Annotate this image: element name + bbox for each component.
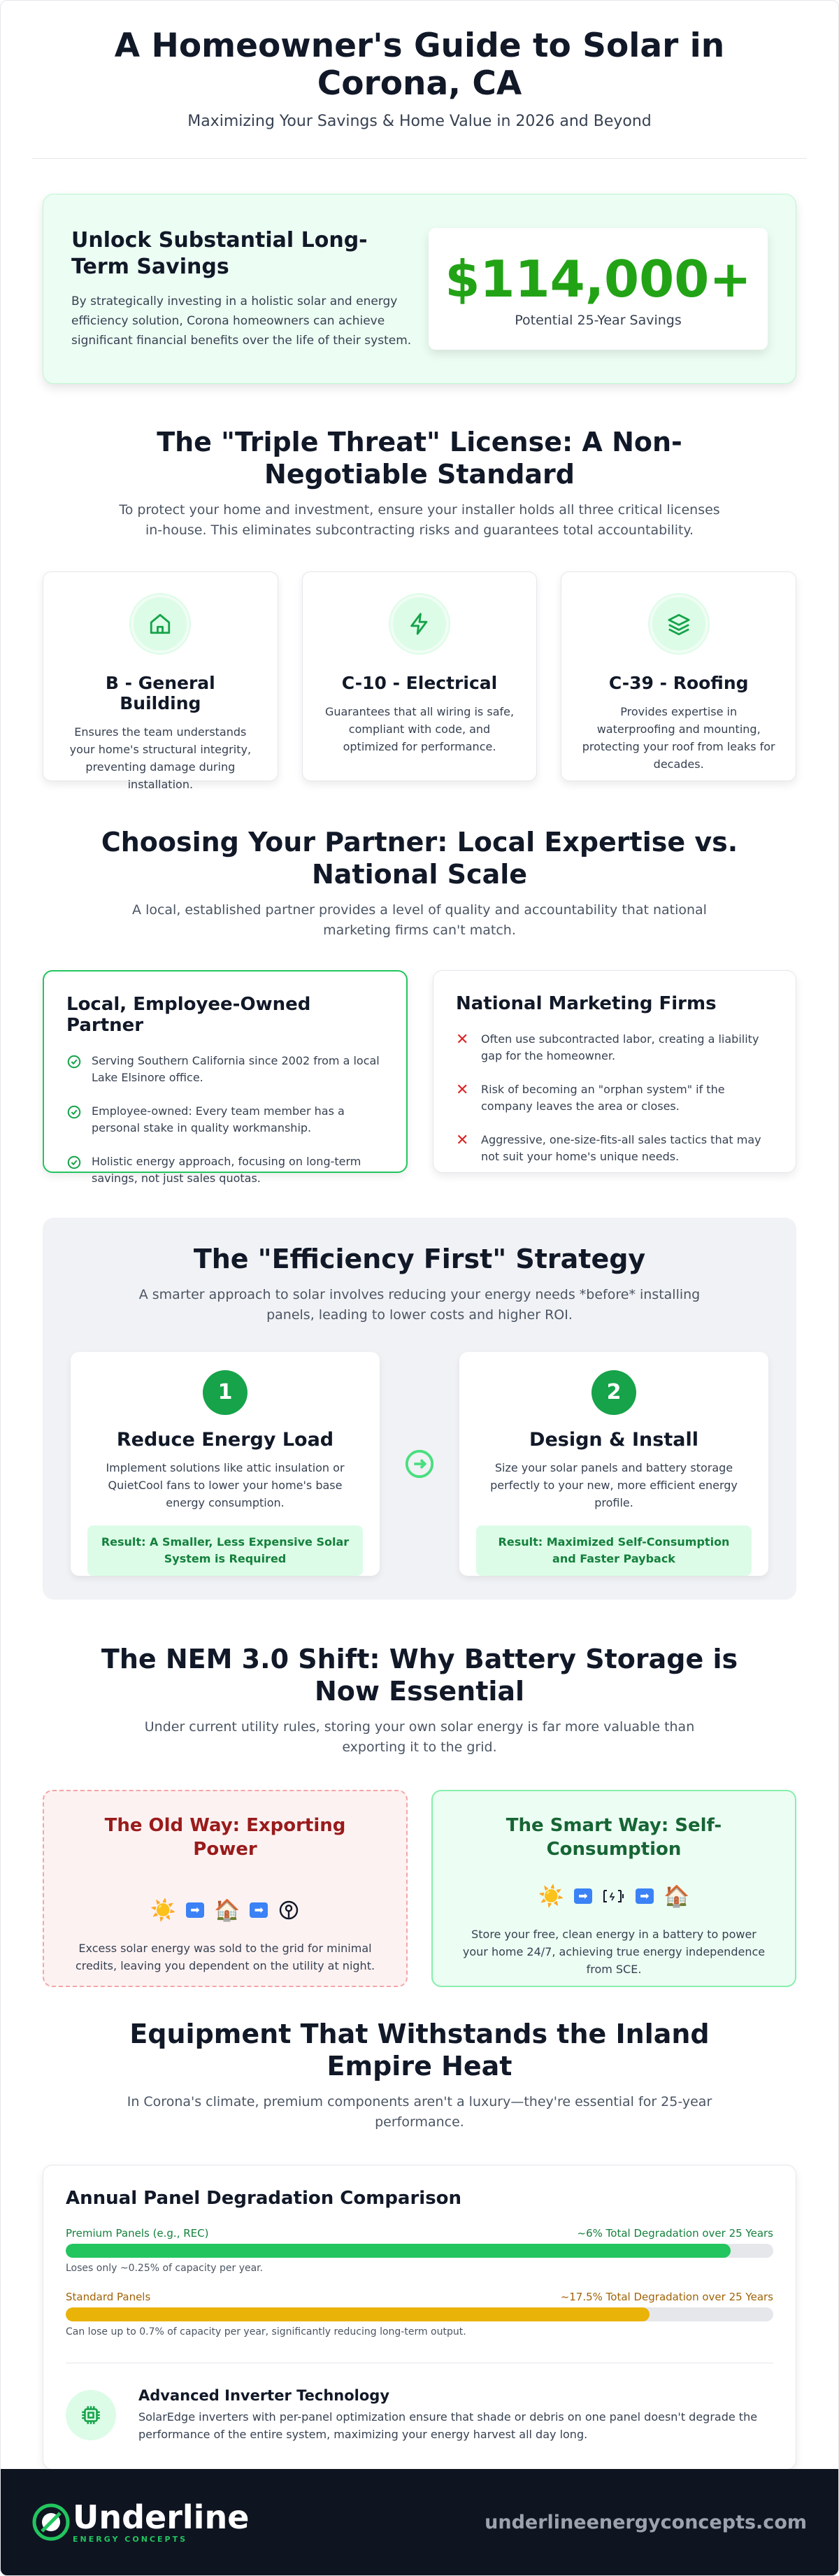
battery-icon [602,1888,626,1904]
house-icon [131,595,189,653]
national-firms-heading: National Marketing Firms [456,993,717,1014]
logo-tagline: ENERGY CONCEPTS [73,2534,187,2544]
step-card-design-install [459,1352,768,1576]
grid-pylon-icon [278,1899,300,1921]
lightning-icon [390,595,449,653]
list-item: Serving Southern California since 2002 from a local Lake Elsinore office. [66,1053,384,1086]
degradation-card [43,2165,796,2470]
license-card-general-building [43,571,278,791]
step-number: 1 [203,1370,248,1415]
local-partner-card [43,970,408,1185]
list-item: Holistic energy approach, focusing on long-term savings, not just sales quotas. [66,1153,384,1187]
old-way-body: Excess solar energy was sold to the grid for minimal credits, leaving you dependent on the utility at night. [75,1942,375,1972]
standard-bar-label: Standard Panels [66,2291,151,2303]
smart-way-heading: The Smart Way: Self-Consumption [505,1815,722,1860]
national-firms-card [433,970,796,1173]
page-title: A Homeowner's Guide to Solar in Corona, CA [114,27,725,103]
step-body: Size your solar panels and battery storage perfectly to your new, more efficient energy profile. [490,1461,738,1509]
partner-title: Choosing Your Partner: Local Expertise vs. National Scale [101,827,738,890]
footer-url-link[interactable]: underlineenergyconcepts.com [485,2511,807,2533]
license-card-title: C-39 - Roofing [608,673,749,693]
logo-mark-icon [32,2503,70,2541]
nem-title: The NEM 3.0 Shift: Why Battery Storage is Now Essential [101,1644,738,1707]
license-card-electrical [302,571,538,781]
license-card-body: Ensures the team understands your home's structural integrity, preventing damage during installation. [69,725,252,791]
license-card-roofing [561,571,796,781]
inverter-feature [66,2387,773,2443]
sun-icon: ☀️ [150,1898,176,1923]
license-title: The "Triple Threat" License: A Non-Negotiable Standard [157,427,682,490]
arrow-right-icon: ➡ [574,1888,592,1904]
step-result: Result: A Smaller, Less Expensive Solar System is Required [87,1525,363,1576]
nem-section [43,1643,796,1987]
chip-icon [66,2390,116,2440]
license-intro: To protect your home and investment, ensure your installer holds all three critical licenses in-house. This eliminates subcontracting risks and guarantees total accountability. [119,502,720,538]
savings-value-caption: Potential 25-Year Savings [515,313,682,328]
step-title: Reduce Energy Load [116,1429,334,1451]
premium-bar-total: ~6% Total Degradation over 25 Years [577,2227,773,2240]
x-mark-icon: ✕ [456,1031,469,1048]
list-item: Employee-owned: Every team member has a personal stake in quality workmanship. [66,1103,384,1137]
premium-bar-label: Premium Panels (e.g., REC) [66,2227,209,2240]
premium-bar-block [66,2227,773,2274]
step-card-reduce-load [71,1352,380,1576]
equipment-title: Equipment That Withstands the Inland Empire Heat [129,2019,710,2082]
nem-intro: Under current utility rules, storing your own solar energy is far more valuable than exporting it to the grid. [144,1719,695,1755]
standard-bar-block [66,2291,773,2337]
list-item: ✕ Risk of becoming an "orphan system" if the company leaves the area or closes. [456,1081,725,1113]
arrow-right-icon: ➡ [250,1902,268,1918]
inverter-body: SolarEdge inverters with per-panel optimization ensure that shade or debris on one panel doesn't degrade the performance of the entire system, maximizing your energy harvest all day long. [138,2410,758,2441]
efficiency-intro: A smarter approach to solar involves reducing your energy needs *before* installing panels, leading to lower costs and higher ROI. [138,1287,701,1323]
license-section [43,426,796,791]
old-way-card [43,1790,408,1987]
underline-logo[interactable] [32,2498,250,2544]
house-icon: 🏠 [664,1884,690,1909]
equipment-section [43,2018,796,2470]
list-item: ✕ Aggressive, one-size-fits-all sales tactics that may not suit your home's unique needs. [456,1132,761,1163]
premium-bar-note: Loses only ~0.25% of capacity per year. [66,2263,264,2274]
check-circle-icon [66,1155,82,1170]
old-way-heading: The Old Way: Exporting Power [104,1815,346,1860]
efficiency-title: The "Efficiency First" Strategy [193,1244,646,1274]
premium-bar-fill [66,2244,731,2258]
smart-way-body: Store your free, clean energy in a battery to power your home 24/7, achieving true energy independence from SCE. [462,1928,766,1976]
list-item: ✕ Often use subcontracted labor, creating a liability gap for the homeowner. [456,1031,759,1062]
degradation-chart-heading: Annual Panel Degradation Comparison [66,2188,462,2209]
savings-value: $114,000+ [445,250,752,308]
premium-bar-track [66,2244,773,2258]
license-card-title: B - General Building [105,673,215,713]
layers-icon [650,595,708,653]
equipment-intro: In Corona's climate, premium components aren't a luxury—they're essential for 25-year performance. [127,2094,712,2130]
step-title: Design & Install [529,1429,698,1451]
inverter-heading: Advanced Inverter Technology [138,2387,390,2404]
logo-word: Underline [73,2498,250,2536]
savings-value-box [429,228,768,350]
partner-section [43,826,796,1185]
footer [1,2469,838,2575]
license-card-title: C-10 - Electrical [341,673,498,693]
savings-heading: Unlock Substantial Long-Term Savings [71,228,368,279]
local-partner-heading: Local, Employee-Owned Partner [66,994,311,1036]
header-divider [32,158,807,159]
efficiency-section [43,1218,796,1600]
page-subtitle: Maximizing Your Savings & Home Value in 2026 and Beyond [187,113,652,130]
x-mark-icon: ✕ [456,1132,469,1149]
arrow-right-icon: ➡ [636,1888,654,1904]
arrow-right-circle-icon [403,1448,436,1480]
page-header [1,1,838,130]
standard-bar-fill [66,2307,650,2321]
savings-body: By strategically investing in a holistic solar and energy efficiency solution, Corona homeowners can achieve significant financial benefits over the life of their system. [71,294,412,348]
smart-way-card [431,1790,796,1987]
savings-banner [43,194,796,384]
license-card-body: Guarantees that all wiring is safe, compliant with code, and optimized for performance. [324,705,515,753]
partner-intro: A local, established partner provides a level of quality and accountability that national marketing firms can't match. [132,902,707,938]
standard-bar-total: ~17.5% Total Degradation over 25 Years [560,2291,773,2303]
step-result: Result: Maximized Self-Consumption and Faster Payback [476,1525,752,1576]
check-circle-icon [66,1104,82,1120]
x-mark-icon: ✕ [456,1081,469,1099]
sun-icon: ☀️ [538,1884,564,1909]
check-circle-icon [66,1054,82,1069]
house-icon: 🏠 [214,1898,241,1923]
arrow-right-icon: ➡ [186,1902,204,1918]
standard-bar-note: Can lose up to 0.7% of capacity per year, significantly reducing long-term output. [66,2326,466,2337]
step-body: Implement solutions like attic insulation or QuietCool fans to lower your home's base energy consumption. [106,1461,345,1509]
license-card-body: Provides expertise in waterproofing and mounting, protecting your roof from leaks for decades. [582,705,775,771]
step-number: 2 [591,1370,636,1415]
standard-bar-track [66,2307,773,2321]
